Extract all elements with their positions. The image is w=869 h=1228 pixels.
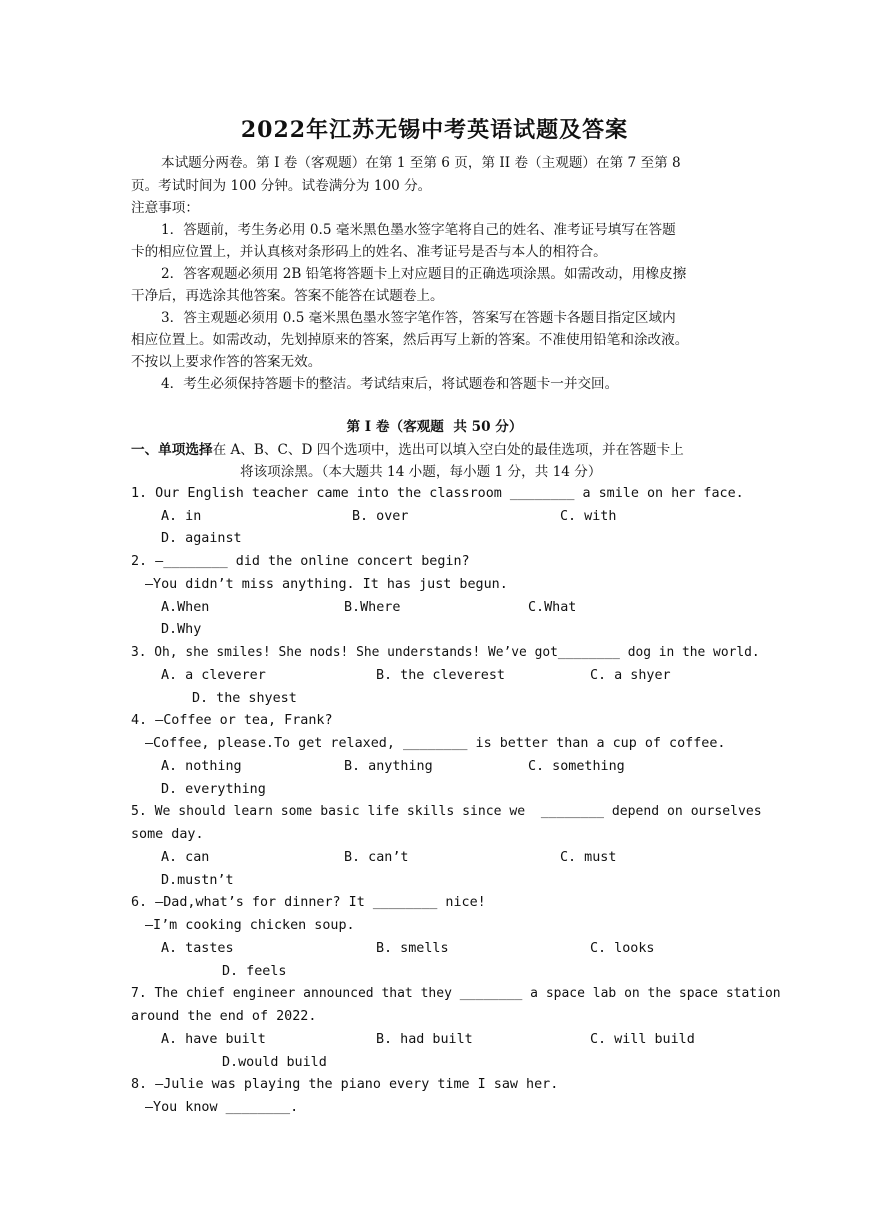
part-instruction — [131, 440, 684, 460]
option-c: C. something — [528, 759, 625, 774]
part-text: 在 A、B、C、D 四个选项中，选出可以填入空白处的最佳选项，并在答题卡上 — [212, 442, 684, 458]
option-b: B.Where — [344, 600, 401, 615]
option-c: C. looks — [590, 941, 655, 956]
part-instruction-cont: 将该项涂黑。（本大题共 14 小题，每小题 1 分，共 14 分） — [240, 464, 602, 480]
option-c: C. must — [560, 850, 617, 865]
question-2: 2. —________ did the online concert begin? — [131, 554, 470, 569]
option-c: C.What — [528, 600, 577, 615]
question-6-reply: —I’m cooking chicken soup. — [145, 918, 355, 933]
option-a: A. tastes — [161, 941, 234, 956]
note-line: 卡的相应位置上，并认真核对条形码上的姓名、准考证号是否与本人的相符合。 — [131, 244, 607, 260]
section-heading: 第 I 卷（客观题 共 50 分） — [346, 419, 523, 435]
intro-line: 页。考试时间为 100 分钟。试卷满分为 100 分。 — [131, 178, 432, 194]
option-b: B. over — [352, 509, 409, 524]
option-a: A. can — [161, 850, 210, 865]
option-c: C. will build — [590, 1032, 695, 1047]
question-4-reply: —Coffee, please.To get relaxed, ________ is better than a cup of coffee. — [145, 736, 726, 751]
option-a: A.When — [161, 600, 210, 615]
option-b: B. anything — [344, 759, 433, 774]
option-d: D. feels — [222, 964, 287, 979]
question-5: 5. We should learn some basic life skills since we ________ depend on ourselves — [131, 804, 762, 819]
notes-heading: 注意事项： — [131, 200, 199, 216]
note-line: 1．答题前，考生务必用 0.5 毫米黑色墨水签字笔将自己的姓名、准考证号填写在答题 — [161, 222, 676, 238]
page-title: 2022年江苏无锡中考英语试题及答案 — [240, 117, 629, 143]
option-d: D. everything — [161, 782, 266, 797]
question-5-cont: some day. — [131, 827, 204, 842]
question-8: 8. —Julie was playing the piano every time I saw her. — [131, 1077, 559, 1092]
option-d: D.Why — [161, 622, 202, 637]
question-7: 7. The chief engineer announced that they ________ a space lab on the space station — [131, 986, 781, 1001]
option-b: B. can’t — [344, 850, 409, 865]
option-b: B. had built — [376, 1032, 473, 1047]
option-a: A. in — [161, 509, 202, 524]
note-line: 4．考生必须保持答题卡的整洁。考试结束后，将试题卷和答题卡一并交回。 — [161, 376, 619, 392]
option-a: A. a cleverer — [161, 668, 266, 683]
option-d: D. the shyest — [192, 691, 297, 706]
note-line: 2．答客观题必须用 2B 铅笔将答题卡上对应题目的正确选项涂黑。如需改动，用橡皮擦 — [161, 266, 687, 282]
option-c: C. a shyer — [590, 668, 671, 683]
question-3: 3. Oh, she smiles! She nods! She understands! We’ve got________ dog in the world. — [131, 645, 760, 660]
note-line: 干净后，再选涂其他答案。答案不能答在试题卷上。 — [131, 288, 444, 304]
option-d: D.mustn’t — [161, 873, 234, 888]
option-a: A. nothing — [161, 759, 242, 774]
option-b: B. the cleverest — [376, 668, 505, 683]
option-c: C. with — [560, 509, 617, 524]
question-8-reply: —You know ________. — [145, 1100, 299, 1115]
note-line: 3．答主观题必须用 0.5 毫米黑色墨水签字笔作答，答案写在答题卡各题目指定区域内 — [161, 310, 676, 326]
question-2-reply: —You didn’t miss anything. It has just begun. — [145, 577, 508, 592]
question-7-cont: around the end of 2022. — [131, 1009, 317, 1024]
option-d: D. against — [161, 531, 242, 546]
note-line: 相应位置上。如需改动，先划掉原来的答案，然后再写上新的答案。不准使用铅笔和涂改液。 — [131, 332, 689, 348]
option-b: B. smells — [376, 941, 449, 956]
option-d: D.would build — [222, 1055, 327, 1070]
note-line: 不按以上要求作答的答案无效。 — [131, 354, 322, 370]
question-6: 6. —Dad,what’s for dinner? It ________ nice! — [131, 895, 486, 910]
intro-line: 本试题分两卷。第 I 卷（客观题）在第 1 至第 6 页，第 II 卷（主观题）在第 7 至第 8 — [161, 155, 681, 171]
question-4: 4. —Coffee or tea, Frank? — [131, 713, 333, 728]
option-a: A. have built — [161, 1032, 266, 1047]
part-label: 一、单项选择 — [131, 442, 213, 458]
question-1: 1. Our English teacher came into the classroom ________ a smile on her face. — [131, 486, 744, 501]
